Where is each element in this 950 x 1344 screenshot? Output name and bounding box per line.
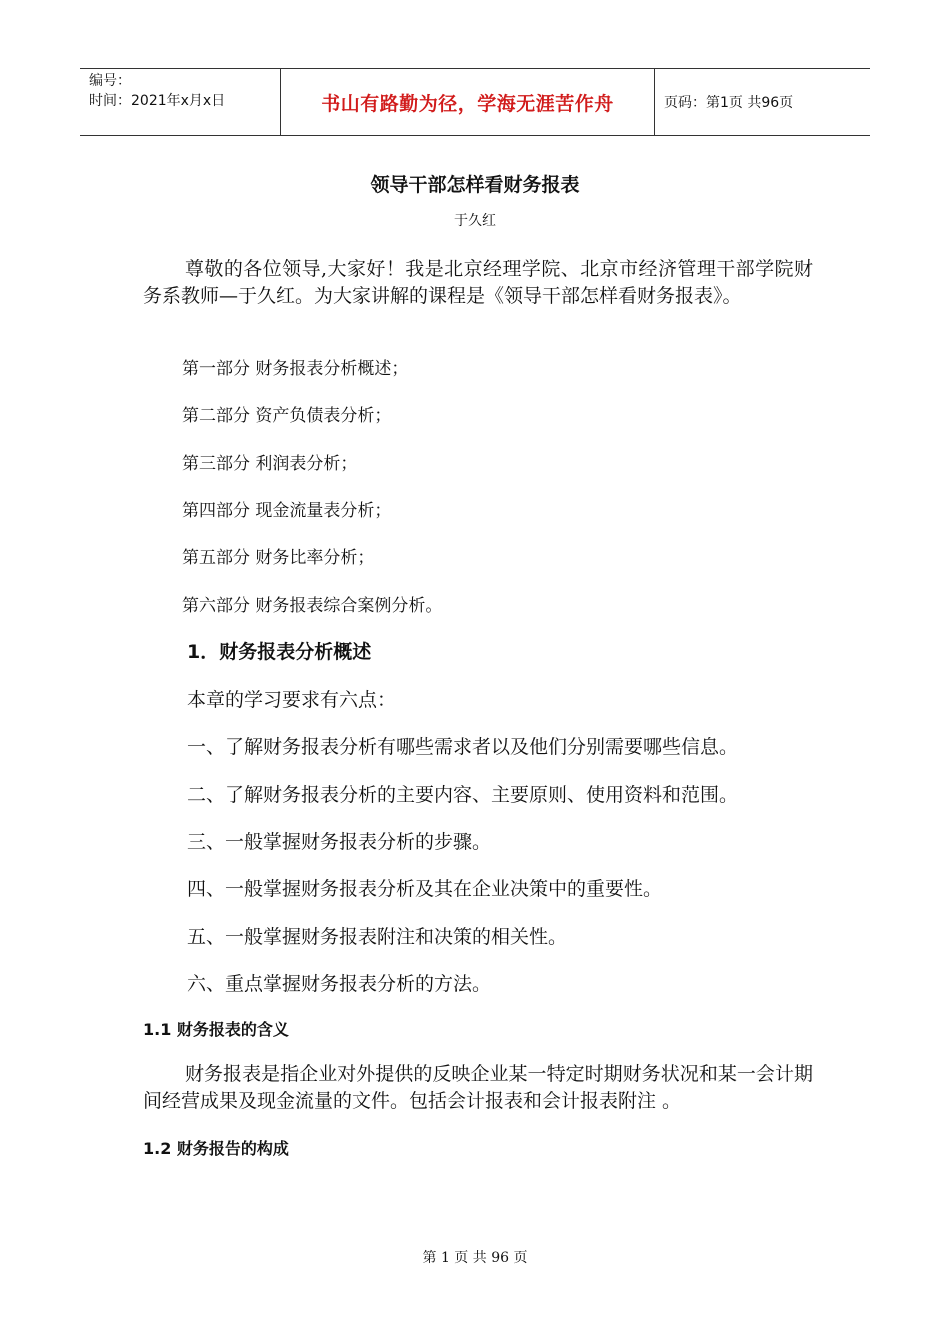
requirement-item: 一、了解财务报表分析有哪些需求者以及他们分别需要哪些信息。 [187,736,739,758]
course-part-item: 第六部分 财务报表综合案例分析。 [182,596,443,616]
requirement-item: 六、重点掌握财务报表分析的方法。 [187,973,492,995]
requirement-item: 四、一般掌握财务报表分析及其在企业决策中的重要性。 [187,878,663,900]
document-time-label: 时间：2021年x月x日 [89,93,226,109]
document-number-label: 编号： [89,73,131,89]
requirement-item: 五、一般掌握财务报表附注和决策的相关性。 [187,926,568,948]
document-author: 于久红 [454,213,496,229]
section-heading: 1．财务报表分析概述 [187,641,372,663]
document-title: 领导干部怎样看财务报表 [370,174,580,196]
header-motto: 书山有路勤为径，学海无涯苦作舟 [281,69,655,135]
course-part-item: 第一部分 财务报表分析概述； [182,359,409,379]
subsection-heading: 1.2 财务报告的构成 [143,1139,289,1158]
document-header-table [80,68,870,136]
intro-paragraph: 尊敬的各位领导,大家好！我是北京经理学院、北京市经济管理干部学院财务系教师—于久红。为大家讲解的课程是《领导干部怎样看财务报表》。 [143,258,813,307]
course-part-item: 第四部分 现金流量表分析； [182,501,392,521]
course-part-item: 第二部分 资产负债表分析； [182,406,392,426]
requirement-item: 二、了解财务报表分析的主要内容、主要原则、使用资料和范围。 [187,784,739,806]
course-part-item: 第三部分 利润表分析； [182,454,358,474]
course-part-item: 第五部分 财务比率分析； [182,548,375,568]
subsection-heading: 1.1 财务报表的含义 [143,1020,289,1039]
page-footer: 第 1 页 共 96 页 [422,1250,528,1266]
header-page-info: 页码：第1页 共96页 [664,95,794,111]
header-meta-cell [80,69,281,135]
requirements-intro: 本章的学习要求有六点： [187,689,397,711]
requirement-item: 三、一般掌握财务报表分析的步骤。 [187,831,492,853]
definition-paragraph: 财务报表是指企业对外提供的反映企业某一特定时期财务状况和某一会计期间经营成果及现金流量的文件。包括会计报表和会计报表附注 。 [143,1063,813,1112]
